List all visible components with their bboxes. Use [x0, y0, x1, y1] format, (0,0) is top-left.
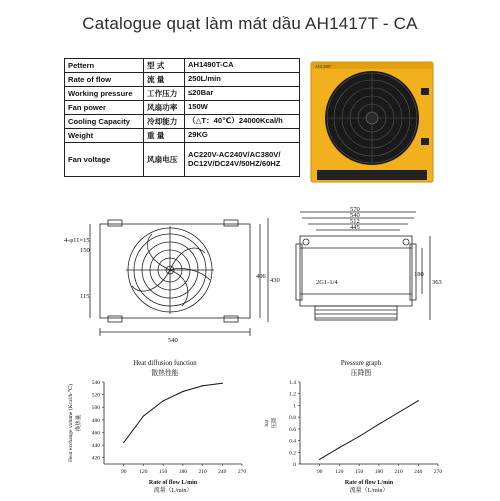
- spec-value: ≤20Bar: [185, 87, 300, 101]
- spec-key-cn: 工作压力: [144, 87, 185, 101]
- y-axis-label-cn: 换热量: [76, 414, 82, 432]
- spec-table: [64, 58, 300, 177]
- chart-heat: [60, 356, 250, 496]
- spec-row-voltage: [65, 143, 300, 177]
- y-tick-label: 0.4: [289, 438, 296, 445]
- spec-value: AC220V-AC240V/AC380V/ DC12V/DC24V/50HZ/60HZ: [185, 143, 300, 177]
- dim-port: 2G1-1/4: [316, 279, 338, 286]
- chart-heat-plot: [60, 356, 250, 496]
- spec-key-cn: 型 式: [144, 59, 185, 73]
- x-tick-label: 210: [198, 469, 207, 475]
- chart-pressure: [256, 356, 446, 496]
- y-tick-label: 500: [91, 405, 100, 412]
- product-photo: [307, 58, 437, 188]
- spec-key-cn: 重 量: [144, 129, 185, 143]
- y-tick-label: 0.6: [289, 426, 296, 433]
- x-tick-label: 270: [433, 469, 443, 475]
- data-point: [378, 424, 379, 425]
- x-tick-label: 120: [139, 469, 148, 475]
- dim-side-v2: 363: [432, 279, 442, 286]
- spec-key: Pettern: [65, 59, 144, 73]
- spec-key-cn: 流 量: [144, 73, 185, 87]
- y-tick-label: 440: [91, 443, 100, 450]
- dim-v1: 406: [256, 273, 266, 280]
- dim-h2: 115: [80, 293, 90, 300]
- spec-value: （△T：40℃）24000Kcal/h: [185, 115, 300, 129]
- spec-value: AH1490T-CA: [185, 59, 300, 73]
- x-tick-label: 90: [316, 469, 323, 475]
- x-tick-label: 150: [159, 469, 168, 475]
- data-point: [202, 385, 203, 386]
- x-tick-label: 180: [178, 469, 187, 475]
- x-tick-label: 210: [394, 469, 403, 475]
- data-point: [359, 436, 360, 437]
- spec-row-cooling: [65, 115, 300, 129]
- series-line: [320, 401, 419, 460]
- spec-key: Rate of flow: [65, 73, 144, 87]
- dim-v2: 430: [270, 277, 280, 284]
- y-axis-label-cn: 压降: [272, 417, 278, 429]
- x-axis-label-cn: 流量（L/min）: [153, 488, 193, 494]
- spec-key: Working pressure: [65, 87, 144, 101]
- spec-row-pattern: [65, 59, 300, 73]
- dim-holes: 4-φ11×15: [64, 237, 90, 244]
- dim-d2: 540: [350, 212, 360, 219]
- y-axis-label: bar: [264, 419, 270, 427]
- spec-key-cn: 风扇电压: [144, 143, 185, 177]
- x-tick-label: 240: [218, 469, 227, 475]
- data-point: [182, 391, 183, 392]
- chart-title-cn: 压降图: [350, 370, 372, 377]
- y-tick-label: 0.2: [289, 450, 296, 457]
- spec-value: 250L/min: [185, 73, 300, 87]
- data-point: [123, 442, 124, 443]
- y-tick-label: 0: [293, 462, 296, 468]
- x-axis-label: Rate of flow L/min: [148, 480, 198, 486]
- spec-row-flow: [65, 73, 300, 87]
- x-tick-label: 120: [335, 469, 344, 475]
- dim-d3: 512: [350, 218, 360, 225]
- y-tick-label: 0.8: [289, 415, 296, 422]
- chart-title: Pressure graph: [340, 360, 382, 367]
- x-tick-label: 240: [414, 469, 423, 475]
- photo-label: AH1490T: [315, 64, 332, 69]
- chart-title-cn: 散热性能: [151, 370, 179, 377]
- chart-title: Heat diffusion function: [133, 360, 197, 367]
- data-point: [319, 459, 320, 460]
- spec-key-cn: 风扇功率: [144, 101, 185, 115]
- data-point: [339, 447, 340, 448]
- x-tick-label: 270: [237, 469, 247, 475]
- data-point: [163, 400, 164, 401]
- data-point: [222, 383, 223, 384]
- page-title: Catalogue quạt làm mát dầu AH1417T - CA: [82, 14, 418, 33]
- dim-h1: 150: [80, 247, 90, 254]
- y-tick-label: 1.4: [289, 380, 296, 386]
- spec-key: Weight: [65, 129, 144, 143]
- dim-d1: 570: [350, 206, 360, 213]
- spec-row-pressure: [65, 87, 300, 101]
- dim-d4: 445: [350, 224, 360, 231]
- y-tick-label: 540: [91, 380, 100, 386]
- x-tick-label: 150: [355, 469, 364, 475]
- data-point: [418, 400, 419, 401]
- x-tick-label: 180: [374, 469, 383, 475]
- y-axis-label: Heat exchange volume (Kcal/h·℃): [68, 383, 74, 463]
- x-axis-label: Rate of flow L/min: [344, 480, 394, 486]
- y-tick-label: 1: [293, 403, 296, 410]
- spec-key: Fan voltage: [65, 143, 144, 177]
- technical-drawing: [60, 208, 440, 346]
- spec-key-cn: 冷却能力: [144, 115, 185, 129]
- spec-value: 150W: [185, 101, 300, 115]
- dim-width: 540: [168, 337, 178, 344]
- x-axis-label-cn: 流量（L/min）: [349, 488, 389, 494]
- spec-value: 29KG: [185, 129, 300, 143]
- y-tick-label: 420: [91, 455, 100, 462]
- spec-row-fan-power: [65, 101, 300, 115]
- x-tick-label: 90: [120, 469, 127, 475]
- y-tick-label: 520: [91, 392, 100, 399]
- spec-key: Cooling Capacity: [65, 115, 144, 129]
- spec-row-weight: [65, 129, 300, 143]
- chart-pressure-plot: [256, 356, 446, 496]
- series-line: [124, 383, 223, 442]
- y-tick-label: 460: [91, 430, 100, 437]
- data-point: [398, 412, 399, 413]
- data-point: [143, 415, 144, 416]
- y-tick-label: 1.2: [289, 391, 296, 398]
- dim-side-v1: 180: [414, 271, 424, 278]
- spec-key: Fan power: [65, 101, 144, 115]
- y-tick-label: 480: [91, 417, 100, 424]
